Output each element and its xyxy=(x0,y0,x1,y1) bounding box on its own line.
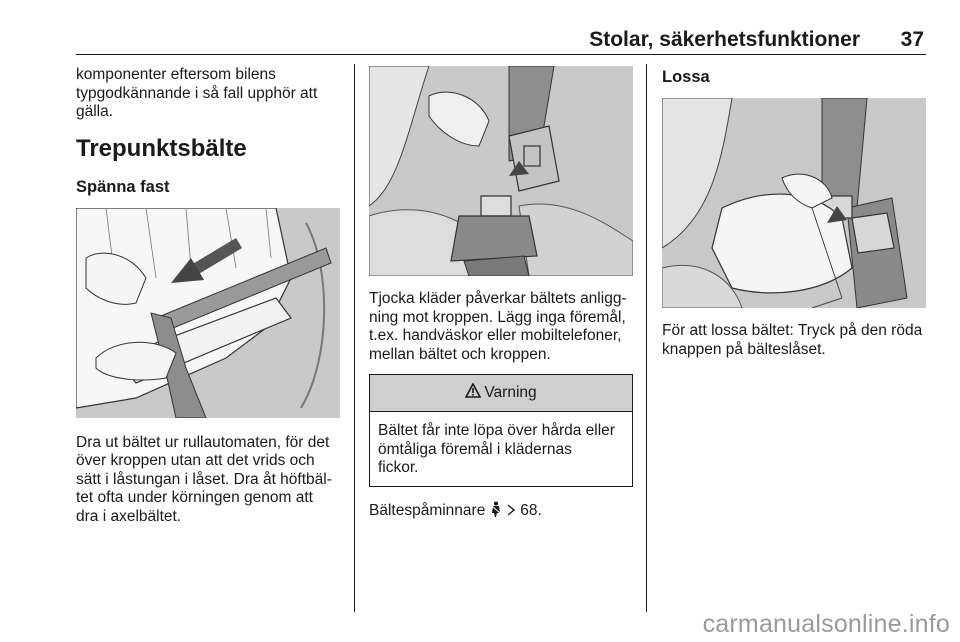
reminder-page-ref: 68. xyxy=(520,501,542,519)
column-divider-2 xyxy=(646,64,647,612)
warning-title: Varning xyxy=(484,384,537,401)
fasten-caption xyxy=(76,434,340,527)
subheading-release: Lossa xyxy=(662,68,710,86)
caption-line: mellan bältet och kroppen. xyxy=(369,345,551,363)
caption-line: tet ofta under körningen genom att xyxy=(76,489,313,506)
warning-box xyxy=(369,374,633,487)
caption-line: ning mot kroppen. Lägg inga föremål, xyxy=(369,308,626,326)
section-heading: Trepunktsbälte xyxy=(76,134,247,162)
header-rule xyxy=(76,54,926,55)
page-header-title: Stolar, säkerhetsfunktioner xyxy=(589,28,860,51)
buckle-illustration xyxy=(369,66,633,276)
intro-paragraph xyxy=(76,66,340,122)
warning-text xyxy=(370,412,632,486)
caption-line: t.ex. handväskor eller mobiltelefoner, xyxy=(369,327,622,344)
caption-line: knappen på bälteslåset. xyxy=(662,340,826,358)
subheading-fasten: Spänna fast xyxy=(76,177,170,196)
fasten-belt-illustration xyxy=(76,208,340,418)
watermark: carmanualsonline.info xyxy=(702,610,950,638)
column-1 xyxy=(76,66,340,526)
column-3 xyxy=(662,66,926,359)
page-number: 37 xyxy=(900,28,924,51)
caption-line: Dra ut bältet ur rullautomaten, för det xyxy=(76,433,330,451)
intro-line: typgodkännande i så fall upphör att xyxy=(76,84,318,102)
intro-line: komponenter eftersom bilens xyxy=(76,66,276,83)
release-caption xyxy=(662,322,926,359)
warning-header xyxy=(370,375,632,412)
warning-line: fickor. xyxy=(378,459,419,476)
caption-line: Tjocka kläder påverkar bältets anligg- xyxy=(369,290,627,307)
caption-line: sätt i låstungan i låset. Dra åt höftbäl- xyxy=(76,470,332,488)
caption-line: över kroppen utan att det vrids och xyxy=(76,452,315,469)
column-2 xyxy=(369,66,633,522)
figure-release-belt xyxy=(662,98,926,308)
warning-triangle-icon xyxy=(465,383,481,403)
reminder-text: Bältespåminnare xyxy=(369,501,486,519)
page-reference-arrow-icon xyxy=(506,503,516,522)
caption-line: dra i axelbältet. xyxy=(76,507,182,525)
buckle-caption xyxy=(369,290,633,364)
figure-buckle xyxy=(369,66,633,276)
seatbelt-person-icon xyxy=(490,501,502,523)
caption-line: För att lossa bältet: Tryck på den röda xyxy=(662,322,923,339)
figure-fasten-belt xyxy=(76,208,340,418)
reminder-line xyxy=(369,501,633,523)
intro-line: gälla. xyxy=(76,103,114,120)
warning-line: Bältet får inte löpa över hårda eller xyxy=(378,422,615,439)
warning-line: ömtåliga föremål i klädernas xyxy=(378,440,572,458)
column-divider-1 xyxy=(354,64,355,612)
release-belt-illustration xyxy=(662,98,926,308)
